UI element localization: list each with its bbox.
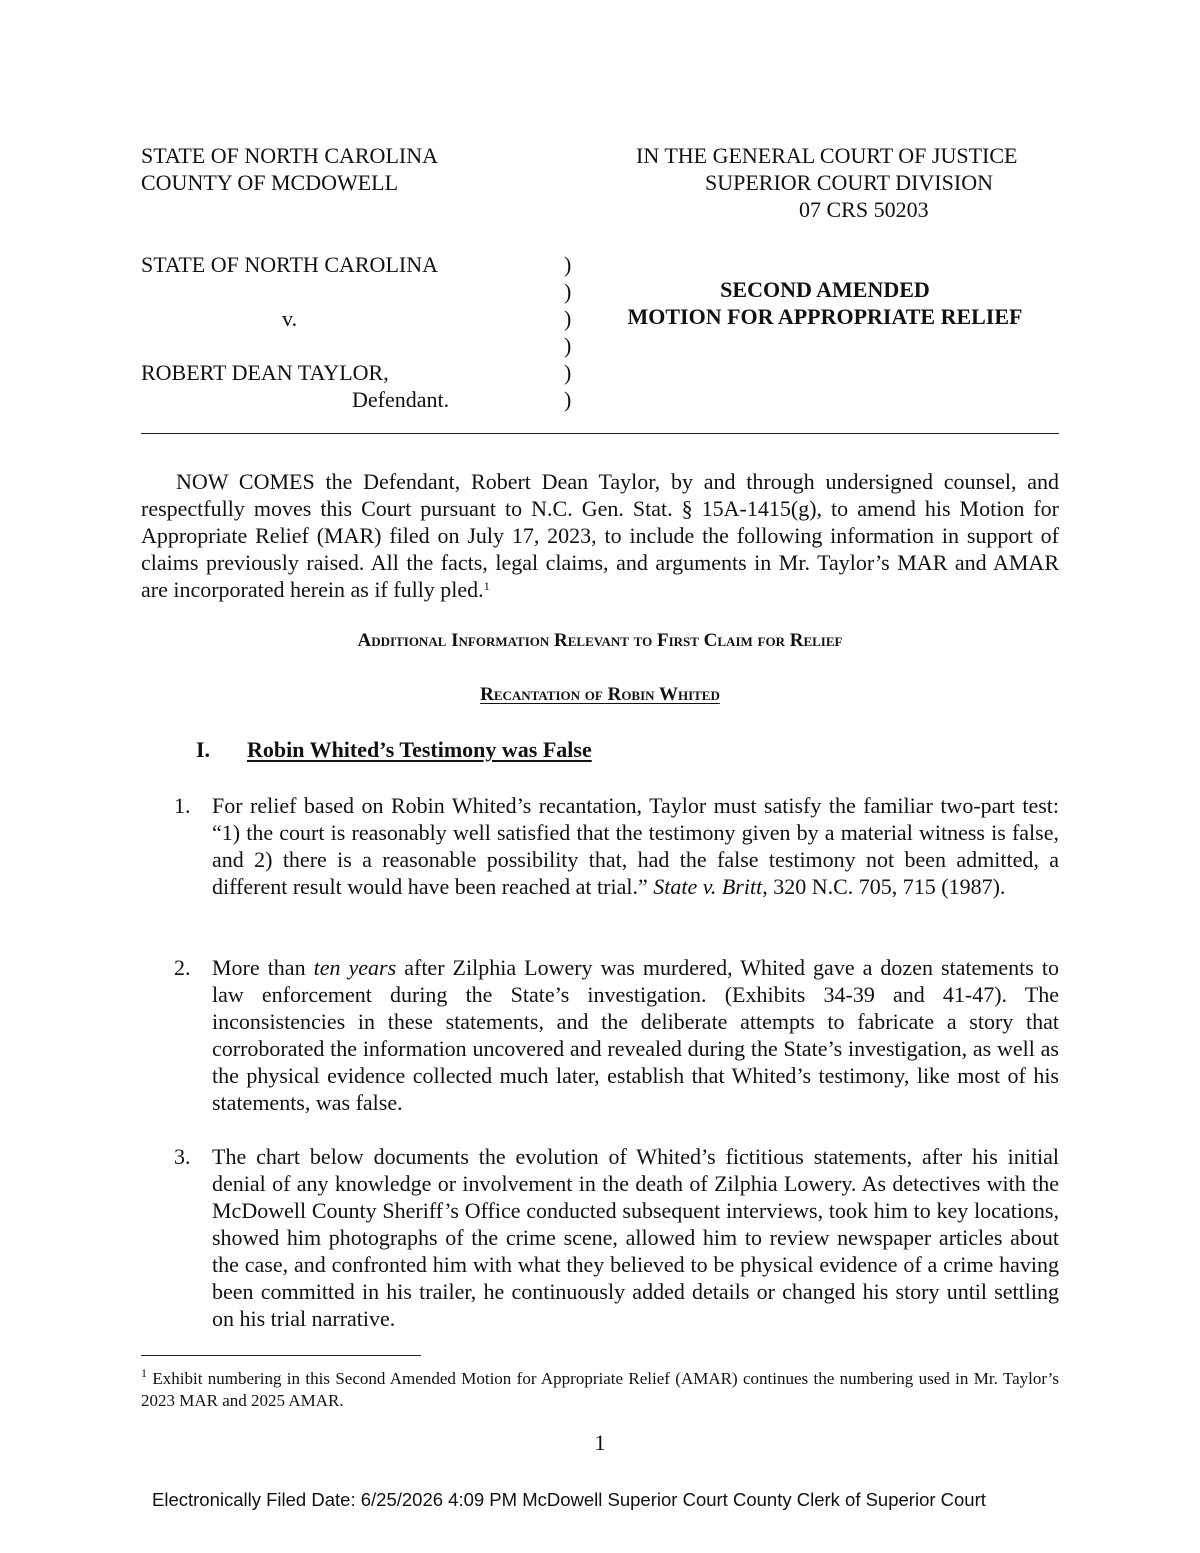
versus-label: v.	[282, 306, 298, 331]
paren: )	[564, 360, 572, 385]
filing-stamp: Electronically Filed Date: 6/25/2026 4:09 PM McDowell Superior Court County Clerk of Superior Court	[152, 1489, 986, 1510]
caption-state: STATE OF NORTH CAROLINA	[141, 143, 438, 168]
caption-court: IN THE GENERAL COURT OF JUSTICE	[636, 143, 1018, 168]
heading-additional-information: Additional Information Relevant to First Claim for Relief	[357, 630, 843, 651]
intro-text: NOW COMES the Defendant, Robert Dean Taylor, by and through undersigned counsel, and respectfully moves this Court pursuant to N.C. Gen. Stat. § 15A-1415(g), to amend his Motion for Appropriate Relief (MAR) filed on July 17, 2023, to include the following information in support of claims previously raised. All the facts, legal claims, and arguments in Mr. Taylor’s MAR and AMAR are incorporated herein as if fully pled.	[141, 469, 1059, 602]
defendant-role: Defendant.	[352, 387, 450, 412]
heading-recantation: Recantation of Robin Whited	[480, 684, 720, 705]
item-number: 2.	[174, 955, 191, 980]
item-number: 1.	[174, 793, 191, 818]
list-item	[212, 954, 1059, 1116]
caption-division: SUPERIOR COURT DIVISION	[705, 170, 993, 195]
item-text: For relief based on Robin Whited’s recantation, Taylor must satisfy the familiar two-part test: “1) the court is reasonably well satisfied that the testimony given by a material witness is false, and 2) there is a reasonable possibility that, had the false testimony not been admitted, a different result would have been reached at trial.”	[212, 793, 1059, 899]
plaintiff-name: STATE OF NORTH CAROLINA	[141, 252, 438, 277]
emphasis-text: ten years	[313, 955, 397, 980]
heading-recantation-wrap	[141, 684, 1059, 706]
caption-county: COUNTY OF MCDOWELL	[141, 170, 399, 195]
footnote-marker: 1	[141, 1366, 147, 1380]
document-title-line2: MOTION FOR APPROPRIATE RELIEF	[627, 304, 1023, 329]
footnote-text: Exhibit numbering in this Second Amended Motion for Appropriate Relief (AMAR) continues the numbering used in Mr. Taylor’s 2023 MAR and 2025 AMAR.	[141, 1369, 1060, 1410]
footnote-reference: 1	[483, 579, 490, 593]
paren: )	[564, 306, 572, 331]
item-text: , 320 N.C. 705, 715 (1987).	[762, 874, 1006, 899]
footnote	[141, 1368, 1059, 1412]
section-number: I.	[196, 737, 211, 762]
case-citation: State v. Britt	[653, 874, 763, 899]
section-title: Robin Whited’s Testimony was False	[247, 737, 592, 762]
paren: )	[564, 387, 572, 412]
item-text: after Zilphia Lowery was murdered, Whited gave a dozen statements to law enforcement during the State’s investigation. (Exhibits 34-39 and 41-47). The inconsistencies in these statements, and the deliberate attempts to fabricate a story that corroborated the information uncovered and revealed during the State’s investigation, as well as the physical evidence collected much later, establish that Whited’s testimony, like most of his statements, was false.	[212, 955, 1060, 1115]
item-number: 3.	[174, 1144, 191, 1169]
footnote-divider	[141, 1355, 421, 1356]
caption-divider	[141, 433, 1059, 434]
list-item: The chart below documents the evolution of Whited’s fictitious statements, after his initial denial of any knowledge or involvement in the death of Zilphia Lowery. As detectives with the McDowell County Sheriff’s Office conducted subsequent interviews, took him to key locations, showed him photographs of the crime scene, allowed him to review newspaper articles about the case, and confronted him with what they believed to be physical evidence of a crime having been committed in his trailer, he continuously added details or changed his story until settling on his trial narrative.	[212, 1144, 1059, 1331]
defendant-name: ROBERT DEAN TAYLOR,	[141, 360, 389, 385]
paren: )	[564, 252, 572, 277]
page-number: 1	[594, 1430, 606, 1455]
case-number: 07 CRS 50203	[799, 197, 929, 222]
list-item	[212, 792, 1059, 900]
intro-paragraph	[141, 468, 1059, 603]
paren: )	[564, 279, 572, 304]
document-title-line1: SECOND AMENDED	[720, 277, 930, 302]
paren: )	[564, 333, 572, 358]
item-text: More than	[212, 955, 314, 980]
